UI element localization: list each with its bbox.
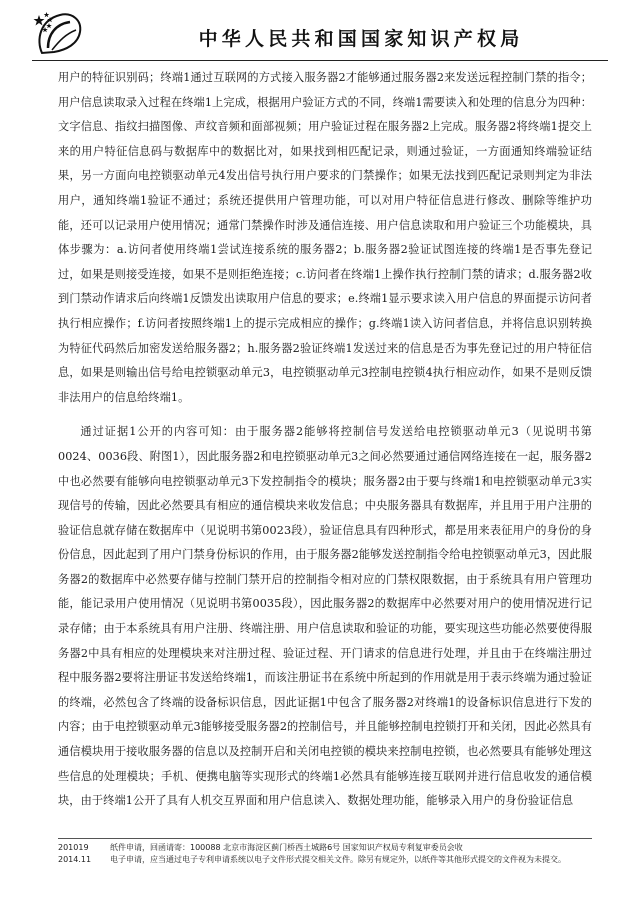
page-header [0, 0, 640, 62]
org-title: 中华人民共和国国家知识产权局 [198, 28, 524, 50]
footer-form-code: 201019 [58, 843, 89, 852]
footer-electronic-notice: 电子申请，应当通过电子专利申请系统以电子文件形式提交相关文件。除另有规定外，以纸件等其他形式提交的文件视为未提交。 [110, 854, 566, 864]
footer-form-date: 2014.11 [58, 854, 92, 864]
footer-mail-notice: 纸件申请，回函请寄：100088 北京市海淀区蓟门桥西土城路6号 国家知识产权局专利复审委员会收 [110, 843, 463, 852]
header-divider [32, 60, 608, 61]
paragraph-1: 用户的特征识别码；终端1通过互联网的方式接入服务器2才能够通过服务器2来发送远程控制门禁的指令；用户信息读取录入过程在终端1上完成，根据用户验证方式的不同，终端1需要读入和处理的信息分为四种：文字信息、指纹扫描图像、声纹音频和面部视频；用户验证过程在服务器2上完成。服务器2将终端1提交上来的用户特征信息码与数据库中的数据比对，如果找到相匹配记录，则通过验证，一方面通知终端验证结果，另一方面向电控锁驱动单元4发出信号执行用户要求的门禁操作；如果无法找到匹配记录则判定为非法用户，通知终端1验证不通过；系统还提供用户管理功能，可以对用户特征信息进行修改、删除等维护功能，还可以记录用户使用情况；通常门禁操作时涉及通信连接、用户信息读取和用户验证三个功能模块，具体步骤为：a.访问者使用终端1尝试连接系统的服务器2；b.服务器2验证试图连接的终端1是否事先登记过，如果是则接受连接，如果不是则拒绝连接；c.访问者在终端1上操作执行控制门禁的请求；d.服务器2收到门禁动作请求后向终端1反馈发出读取用户信息的要求；e.终端1显示要求读入用户信息的界面提示访问者执行相应操作；f.访问者按照终端1上的提示完成相应的操作；g.终端1读入访问者信息，并将信息识别转换为特征代码然后加密发送给服务器2；h.服务器2验证终端1发送过来的信息是否为事先登记过的用户特征信息，如果是则输出信号给电控锁驱动单元3，电控锁驱动单元3控制电控锁4执行相应动作，如果不是则反馈非法用户的信息给终端1。 [58, 71, 592, 404]
cnipa-emblem-icon [30, 10, 84, 56]
document-body [58, 66, 592, 826]
paragraph-2: 通过证据1公开的内容可知：由于服务器2能够将控制信号发送给电控锁驱动单元3（见说明书第0024、0036段、附图1），因此服务器2和电控锁驱动单元3之间必然要通过通信网络连接在一起，服务器2中也必然要有能够向电控锁驱动单元3下发控制指令的模块；服务器2由于要与终端1和电控锁驱动单元3实现信号的传输，因此必然要具有相应的通信模块来收发信息；中央服务器具有数据库，并且用于用户注册的验证信息就存储在数据库中（见说明书第0023段），验证信息具有四种形式，都是用来表征用户的身份的身份信息，因此起到了用户门禁身份标识的作用，由于服务器2能够发送控制指令给电控锁驱动单元3，因此服务器2的数据库中必然要存储与控制门禁开启的控制指令相对应的门禁权限数据，由于系统具有用户管理功能，能记录用户使用情况（见说明书第0035段），因此服务器2的数据库中必然要对用户的使用情况进行记录存储；由于本系统具有用户注册、终端注册、用户信息读取和验证的功能，要实现这些功能必然要使得服务器2中具有相应的处理模块来对注册过程、验证过程、开门请求的信息进行处理，并且由于在终端注册过程中服务器2要将注册证书发送给终端1，而该注册证书在系统中所起到的作用就是用于表示终端为通过验证的终端，必然包含了终端的设备标识信息，因此证据1中包含了服务器2对终端1的设备标识信息进行下发的内容；由于电控锁驱动单元3能够接受服务器2的控制信号，并且能够控制电控锁打开和关闭，因此必然具有通信模块用于接收服务器的信息以及控制开启和关闭电控锁的模块来控制电控锁，也必然要具有能够处理这些信息的处理模块；手机、便携电脑等实现形式的终端1必然具有能够连接互联网并进行信息收发的通信模块，由于终端1公开了具有人机交互界面和用户信息读入、数据处理功能，能够录入用户的身份验证信息 [58, 425, 592, 808]
footer-divider [58, 838, 592, 839]
page-footer [58, 842, 598, 865]
